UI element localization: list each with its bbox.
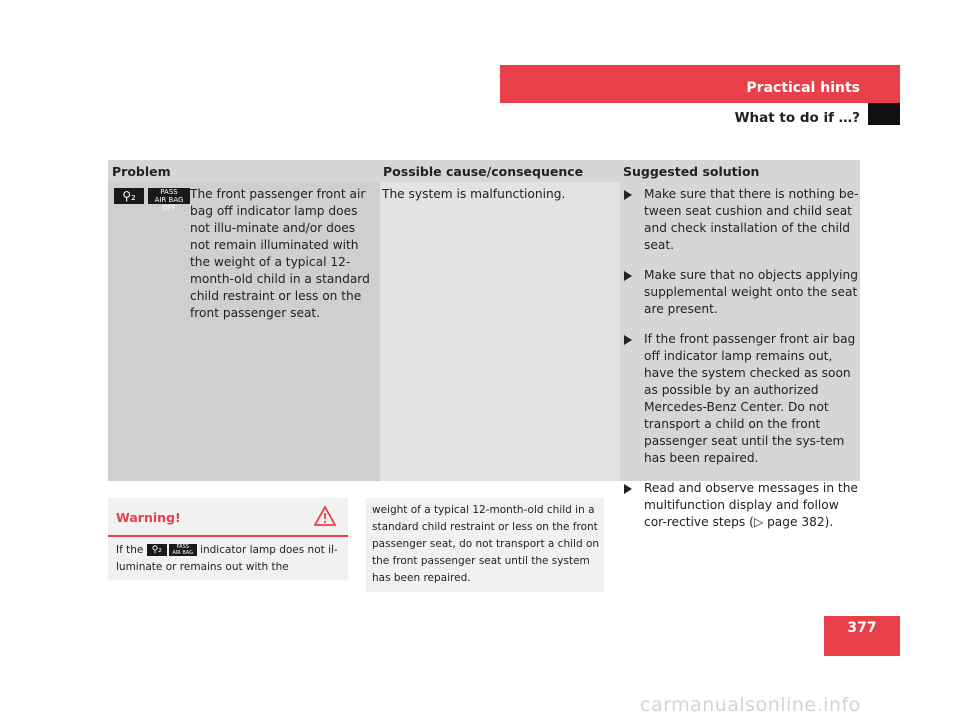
table-header bbox=[108, 160, 860, 182]
section-title: Practical hints bbox=[746, 80, 860, 96]
col-header-problem: Problem bbox=[112, 164, 171, 179]
seat-child-icon: ⚲₂ bbox=[147, 544, 167, 556]
bullet-arrow-icon bbox=[624, 190, 632, 200]
watermark: carmanualsonline.info bbox=[640, 694, 861, 716]
page-number-box bbox=[824, 616, 900, 656]
warning-box bbox=[108, 498, 348, 580]
problem-text: The front passenger front air bag off indicator lamp does not illu-minate and/or does not remain illuminated with the weight of a typical 12-month-old child in a standard child restraint or less on the front passenger seat. bbox=[190, 187, 370, 320]
warning-continuation-text: weight of a typical 12-month-old child in a standard child restraint or less on the front passenger seat, do not transport a child on the front passenger seat until the system has been repaired. bbox=[372, 504, 600, 584]
header-tab bbox=[868, 103, 900, 125]
col-header-cause: Possible cause/consequence bbox=[383, 164, 584, 179]
col-header-solution: Suggested solution bbox=[623, 164, 760, 179]
problem-cell bbox=[108, 182, 380, 481]
warning-triangle-icon bbox=[314, 506, 336, 526]
bullet-arrow-icon bbox=[624, 271, 632, 281]
list-item: If the front passenger front air bag off indicator lamp remains out, have the system checked as soon as possible by an authorized Mercedes-Benz Center. Do not transport a child on the front passenger seat until the sys-tem has been repaired. bbox=[622, 331, 859, 467]
warning-continuation-box bbox=[366, 498, 604, 592]
warning-title: Warning! bbox=[116, 510, 181, 525]
page-number: 377 bbox=[847, 620, 877, 636]
warning-text: If the ⚲₂ PASS AIR BAG OFF indicator lamp does not il-luminate or remains out with the bbox=[116, 544, 338, 573]
pass-air-bag-off-icon: PASS AIR BAG OFF bbox=[148, 188, 190, 204]
list-item: Make sure that there is nothing be-tween seat cushion and child seat and check installation of the child seat. bbox=[622, 186, 859, 254]
warning-divider bbox=[108, 535, 348, 537]
list-item: Read and observe messages in the multifunction display and follow cor-rective steps (▷ page 382). bbox=[622, 480, 859, 531]
seat-child-icon: ⚲₂ bbox=[114, 188, 144, 204]
cause-text: The system is malfunctioning. bbox=[382, 187, 566, 201]
pass-air-bag-off-icon: PASS AIR BAG OFF bbox=[169, 544, 197, 556]
subsection-title: What to do if …? bbox=[734, 110, 860, 126]
bullet-arrow-icon bbox=[624, 335, 632, 345]
list-item: Make sure that no objects applying supplemental weight onto the seat are present. bbox=[622, 267, 859, 318]
cause-cell bbox=[380, 182, 620, 481]
bullet-arrow-icon bbox=[624, 484, 632, 494]
solution-cell bbox=[620, 182, 860, 529]
